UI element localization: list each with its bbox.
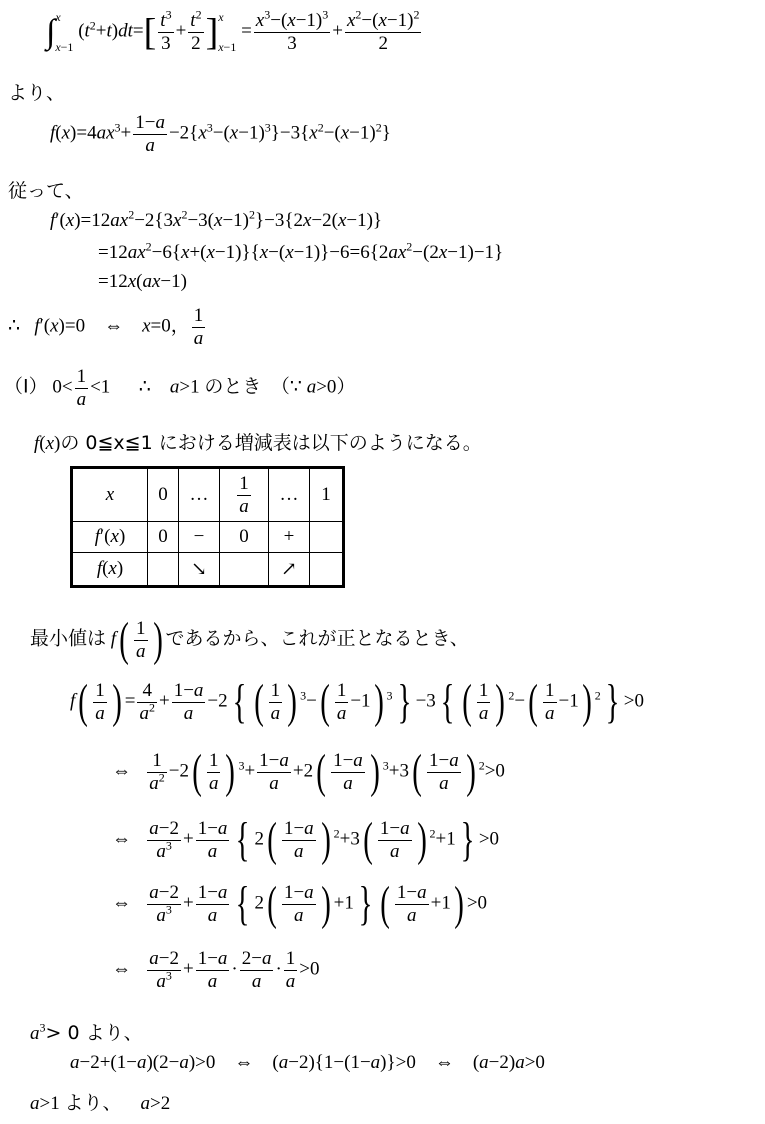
final-inequality-chain: a−2+(1−a)(2−a)>0 ⇔ (a−2){1−(1−a)}>0 ⇔ (a−2)a>0	[70, 1052, 545, 1073]
derivative-line-3: =12x(ax−1)	[98, 271, 187, 292]
table-cell	[310, 522, 344, 553]
table-intro: f(x)の 0≦x≦1 における増減表は以下のようになる。	[34, 432, 482, 454]
table-cell: 0	[220, 522, 269, 553]
table-cell: f′(x)	[72, 522, 148, 553]
table-cell: 0	[148, 468, 179, 522]
table-cell: 1	[310, 468, 344, 522]
a-cubed-positive: $a^3> 0$ より、	[30, 1020, 143, 1044]
inequality-2: ⇔ $\frac{1}{a^2}$ −2( $\frac{1}{a}$ ) $^3$+ $\frac{1-a}{a}$ +2( $\frac{1-a}{a}$ ) $^3$+3( $\frac{1-a}{a}$ ) $^2$>0	[112, 745, 505, 799]
min-value-statement: 最小値は f( $\frac{1}{a}$ ) であるから、これが正となるとき、	[30, 613, 469, 667]
inequality-4: ⇔ $\frac{a-2}{a^3}$ + $\frac{1-a}{a}$ { 2( $\frac{1-a}{a}$ ) +1} ( $\frac{1-a}{a}$ +1) >0	[112, 877, 488, 931]
text-yori: より、	[8, 82, 66, 104]
table-row	[72, 468, 344, 522]
table-row	[72, 522, 344, 553]
table-row	[72, 553, 344, 587]
inequality-1: f( $\frac{1}{a}$ ) = $\frac{4}{a^2}$ + $\frac{1-a}{a}$ −2{ ( $\frac{1}{a}$ ) $^3$−( $\frac{1}{a}$ −1) $^3$} −3{ ( $\frac{1}{a}$ ) $^2$−( $\frac{1}{a}$ −1) $^2$} >0	[70, 675, 644, 729]
inequality-3: ⇔ $\frac{a-2}{a^3}$ + $\frac{1-a}{a}$ { 2( $\frac{1-a}{a}$ ) $^2$+3( $\frac{1-a}{a}$ ) $^2$+1} >0	[112, 813, 500, 867]
increase-decrease-table	[70, 466, 345, 588]
table-cell: x	[72, 468, 148, 522]
table-cell: +	[269, 522, 310, 553]
text-shitagatte: 従って、	[8, 180, 84, 202]
case-one: （Ⅰ） 0< $\frac{1}{a}$ <1 ∴ a>1 のとき （∵ a>0）	[4, 366, 356, 410]
derivative-line-1: $f'(x)=12ax^2-2\{3x^2-3(x-1)^2\}-3\{2x-2(x-1)\}$	[50, 207, 383, 231]
fx-definition: $f(x)=4ax^3+$ $\frac{1-a}{a}$ $-2\{x^3-(x-1)^3\}-3\{x^2-(x-1)^2\}$	[50, 112, 391, 156]
table-cell: $\frac{1}{a}$	[220, 468, 269, 522]
inequality-5: ⇔ $\frac{a-2}{a^3}$ + $\frac{1-a}{a}$ · $\frac{2-a}{a}$ · $\frac{1}{a}$ >0	[112, 948, 320, 992]
table-cell: 0	[148, 522, 179, 553]
table-cell: f(x)	[72, 553, 148, 587]
conclusion: a>1 より、 a>2	[30, 1092, 171, 1114]
table-cell	[148, 553, 179, 587]
table-cell: …	[269, 468, 310, 522]
increase-arrow-icon: ↗	[269, 553, 310, 587]
table-cell	[220, 553, 269, 587]
derivative-line-2: $=12ax^2-6\{x+(x-1)\}\{x-(x-1)\}-6=6\{2ax^2-(2x-1)-1\}$	[98, 239, 504, 263]
table-cell: …	[179, 468, 220, 522]
decrease-arrow-icon: ↘	[179, 553, 220, 587]
integral-equation: ∫ x x−1 $(t^2+t)dt=$[ $\frac{t^3}{3}$ + $\frac{t^2}{2}$ ] x x−1 = $\frac{x^3-(x-1)^3}{3}$ + $\frac{x^2-(x-1)^2}{2}$	[46, 7, 420, 55]
table-cell	[310, 553, 344, 587]
critical-points: ∴ f′(x)=0 ⇔ x=0， $\frac{1}{a}$	[8, 305, 204, 349]
table-cell: −	[179, 522, 220, 553]
